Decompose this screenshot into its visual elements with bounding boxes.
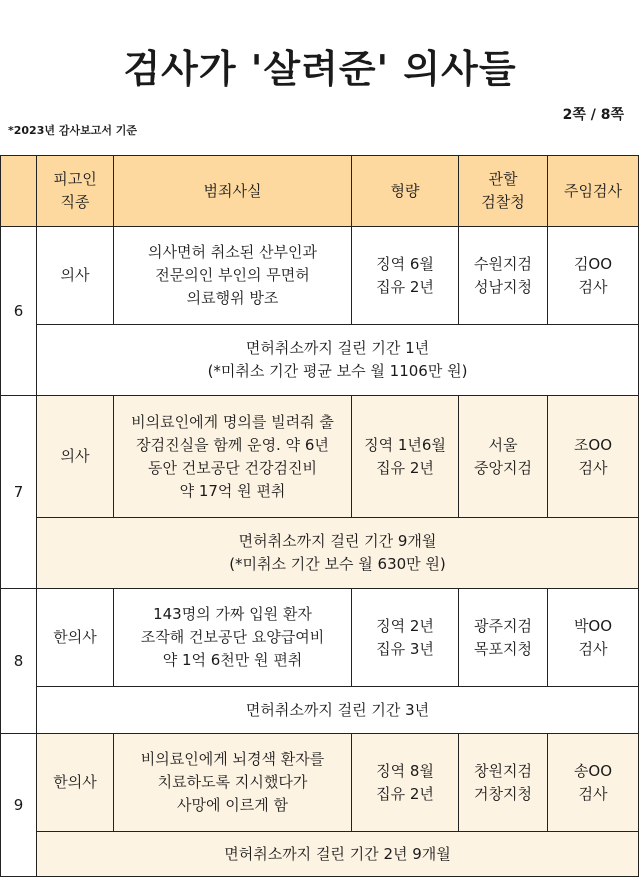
prosecutor-cell: 송OO 검사 <box>548 734 639 832</box>
defendant-cell: 한의사 <box>37 734 114 832</box>
prosecution-cell: 수원지검 성남지청 <box>459 227 548 325</box>
table-row <box>1 589 639 687</box>
header-prosecution: 관할 검찰청 <box>459 156 548 227</box>
crime-cell: 비의료인에게 뇌경색 환자를 치료하도록 지시했다가 사망에 이르게 함 <box>114 734 352 832</box>
summary-cell: 면허취소까지 걸린 기간 1년 (*미취소 기간 평균 보수 월 1106만 원) <box>37 325 639 396</box>
summary-row <box>1 325 639 396</box>
header-sentence: 형량 <box>352 156 459 227</box>
crime-cell: 143명의 가짜 입원 환자 조작해 건보공단 요양급여비 약 1억 6천만 원 편취 <box>114 589 352 687</box>
summary-cell: 면허취소까지 걸린 기간 2년 9개월 <box>37 832 639 877</box>
header-num <box>1 156 37 227</box>
table-row <box>1 396 639 518</box>
sentence-cell: 징역 1년6월 집유 2년 <box>352 396 459 518</box>
page-title: 검사가 '살려준' 의사들 <box>123 47 517 91</box>
row-number: 9 <box>1 734 37 877</box>
defendant-cell: 의사 <box>37 396 114 518</box>
header-defendant: 피고인 직종 <box>37 156 114 227</box>
prosecutor-cell: 박OO 검사 <box>548 589 639 687</box>
row-number: 6 <box>1 227 37 396</box>
table-header-row <box>1 156 639 227</box>
defendant-cell: 의사 <box>37 227 114 325</box>
prosecutor-cell: 조OO 검사 <box>548 396 639 518</box>
prosecution-cell: 창원지검 거창지청 <box>459 734 548 832</box>
table-row <box>1 734 639 832</box>
prosecution-table <box>0 155 639 877</box>
page-number: 2쪽 / 8쪽 <box>562 107 624 123</box>
crime-cell: 비의료인에게 명의를 빌려줘 출 장검진실을 함께 운영. 약 6년 동안 건보공단 건강검진비 약 17억 원 편취 <box>114 396 352 518</box>
prosecutor-cell: 김OO 검사 <box>548 227 639 325</box>
sentence-cell: 징역 2년 집유 3년 <box>352 589 459 687</box>
prosecution-cell: 서울 중앙지검 <box>459 396 548 518</box>
summary-cell: 면허취소까지 걸린 기간 9개월 (*미취소 기간 보수 월 630만 원) <box>37 518 639 589</box>
crime-cell: 의사면허 취소된 산부인과 전문의인 부인의 무면허 의료행위 방조 <box>114 227 352 325</box>
summary-row <box>1 687 639 734</box>
row-number: 8 <box>1 589 37 734</box>
header-crime: 범죄사실 <box>114 156 352 227</box>
summary-cell: 면허취소까지 걸린 기간 3년 <box>37 687 639 734</box>
source-note: *2023년 감사보고서 기준 <box>8 124 138 137</box>
table-row <box>1 227 639 325</box>
sentence-cell: 징역 8월 집유 2년 <box>352 734 459 832</box>
defendant-cell: 한의사 <box>37 589 114 687</box>
row-number: 7 <box>1 396 37 589</box>
prosecution-cell: 광주지검 목포지청 <box>459 589 548 687</box>
summary-row <box>1 832 639 877</box>
header-prosecutor: 주임검사 <box>548 156 639 227</box>
summary-row <box>1 518 639 589</box>
sentence-cell: 징역 6월 집유 2년 <box>352 227 459 325</box>
